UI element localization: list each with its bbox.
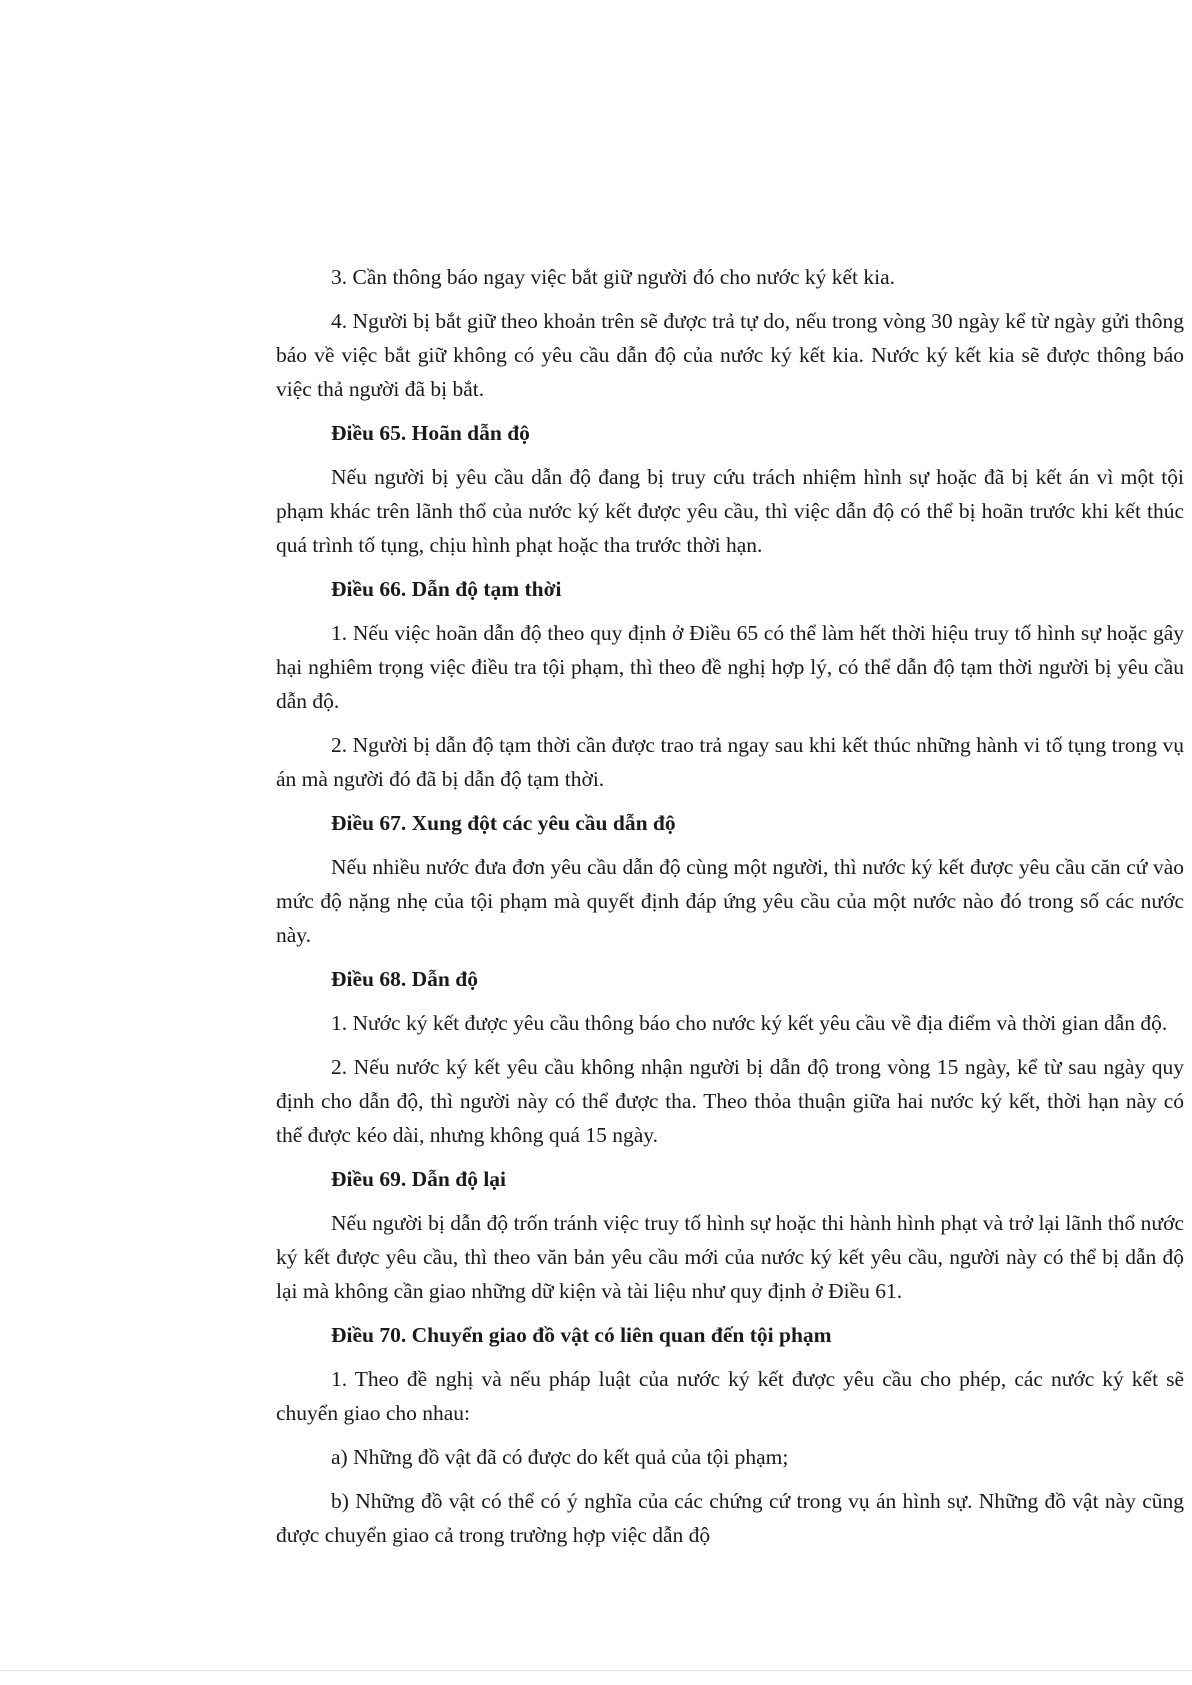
article-66-heading: Điều 66. Dẫn độ tạm thời [331, 577, 562, 601]
article-67-paragraph: Nếu nhiều nước đưa đơn yêu cầu dẫn độ cùng một người, thì nước ký kết được yêu cầu căn cứ vào mức độ nặng nhẹ của tội phạm mà quyết định đáp ứng yêu cầu của một nước nào đó trong số các nước này. [276, 855, 1184, 947]
article-68-clause-1: 1. Nước ký kết được yêu cầu thông báo cho nước ký kết yêu cầu về địa điểm và thời gian dẫn độ. [331, 1011, 1168, 1035]
article-70-heading: Điều 70. Chuyển giao đồ vật có liên quan đến tội phạm [331, 1323, 832, 1347]
article-66-clause-1: 1. Nếu việc hoãn dẫn độ theo quy định ở Điều 65 có thể làm hết thời hiệu truy tố hình sự hoặc gây hại nghiêm trọng việc điều tra tội phạm, thì theo đề nghị hợp lý, có thể dẫn độ tạm thời người bị yêu cầu dẫn độ. [276, 621, 1184, 713]
article-68-clause-2: 2. Nếu nước ký kết yêu cầu không nhận người bị dẫn độ trong vòng 15 ngày, kể từ sau ngày quy định cho dẫn độ, thì người này có thể được tha. Theo thỏa thuận giữa hai nước ký kết, thời hạn này có thể được kéo dài, nhưng không quá 15 ngày. [276, 1055, 1184, 1147]
paragraph-clause-3: 3. Cần thông báo ngay việc bắt giữ người đó cho nước ký kết kia. [331, 265, 896, 289]
article-68-heading: Điều 68. Dẫn độ [331, 967, 478, 991]
document-page [276, 260, 1184, 1562]
article-69-heading: Điều 69. Dẫn độ lại [331, 1167, 507, 1191]
article-65-heading: Điều 65. Hoãn dẫn độ [331, 421, 530, 445]
page-bottom-edge [0, 1670, 1192, 1685]
article-66-clause-2: 2. Người bị dẫn độ tạm thời cần được trao trả ngay sau khi kết thúc những hành vi tố tụng trong vụ án mà người đó đã bị dẫn độ tạm thời. [276, 733, 1184, 791]
article-65-paragraph: Nếu người bị yêu cầu dẫn độ đang bị truy cứu trách nhiệm hình sự hoặc đã bị kết án vì một tội phạm khác trên lãnh thổ của nước ký kết được yêu cầu, thì việc dẫn độ có thể bị hoãn trước khi kết thúc quá trình tố tụng, chịu hình phạt hoặc tha trước thời hạn. [276, 465, 1184, 557]
article-70-clause-1: 1. Theo đề nghị và nếu pháp luật của nước ký kết được yêu cầu cho phép, các nước ký kết sẽ chuyển giao cho nhau: [276, 1367, 1184, 1425]
article-69-paragraph: Nếu người bị dẫn độ trốn tránh việc truy tố hình sự hoặc thi hành hình phạt và trở lại lãnh thổ nước ký kết được yêu cầu, thì theo văn bản yêu cầu mới của nước ký kết yêu cầu, người này có thể bị dẫn độ lại mà không cần giao những dữ kiện và tài liệu như quy định ở Điều 61. [276, 1211, 1184, 1303]
article-70-item-b: b) Những đồ vật có thể có ý nghĩa của các chứng cứ trong vụ án hình sự. Những đồ vật này cũng được chuyển giao cả trong trường hợp việc dẫn độ [276, 1489, 1184, 1547]
paragraph-clause-4: 4. Người bị bắt giữ theo khoản trên sẽ được trả tự do, nếu trong vòng 30 ngày kể từ ngày gửi thông báo về việc bắt giữ không có yêu cầu dẫn độ của nước ký kết kia. Nước ký kết kia sẽ được thông báo việc thả người đã bị bắt. [276, 309, 1184, 401]
article-70-item-a: a) Những đồ vật đã có được do kết quả của tội phạm; [331, 1445, 789, 1469]
article-67-heading: Điều 67. Xung đột các yêu cầu dẫn độ [331, 811, 676, 835]
